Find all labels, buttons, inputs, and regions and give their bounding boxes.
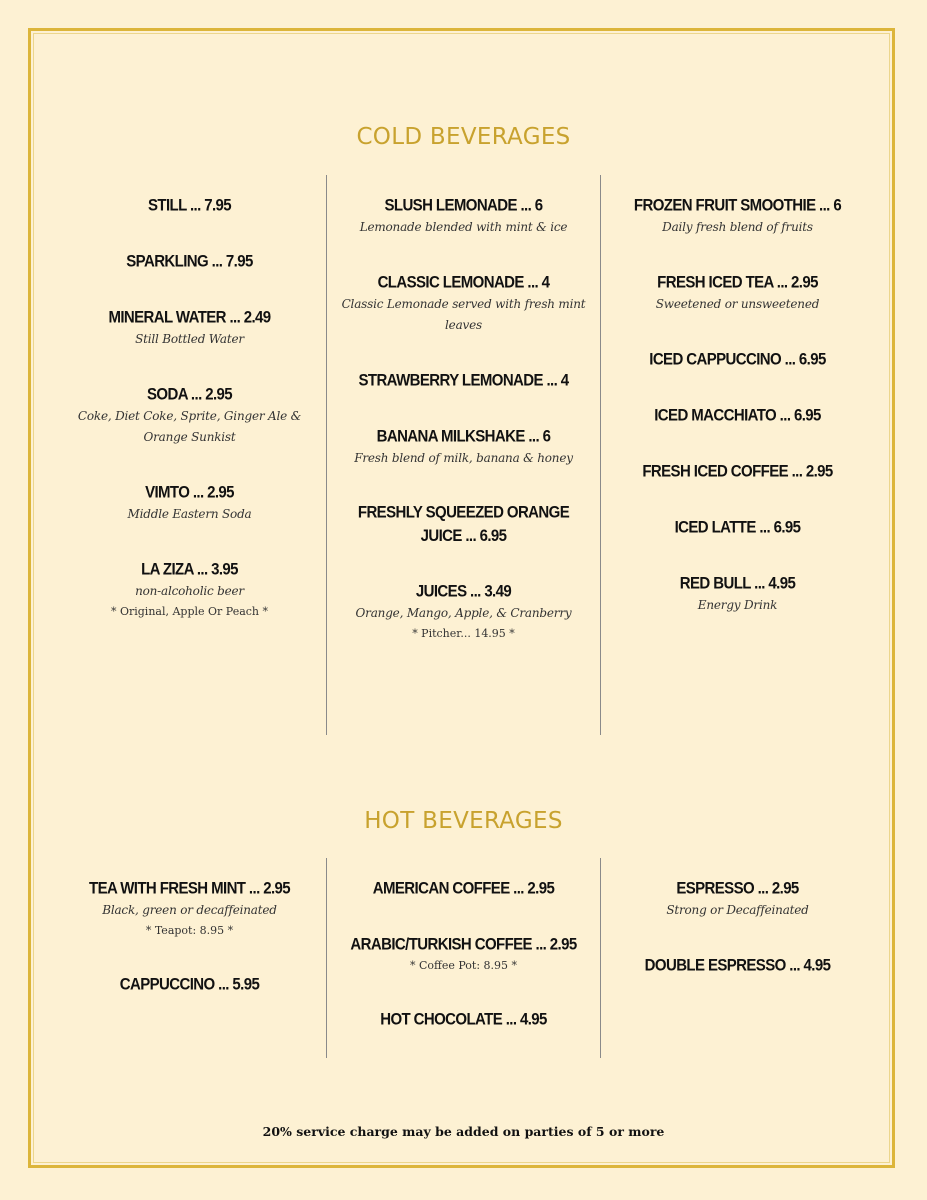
item-name: SODA ... 2.95 <box>146 385 232 404</box>
item-name: ICED LATTE ... 6.95 <box>674 518 801 537</box>
menu-item <box>66 974 313 996</box>
item-name: FRESH ICED TEA ... 2.95 <box>657 273 818 292</box>
item-name: ICED MACCHIATO ... 6.95 <box>654 406 821 425</box>
menu-item <box>66 482 313 525</box>
item-name: JUICES ... 3.49 <box>415 582 512 601</box>
item-description: Fresh blend of milk, banana & honey <box>354 451 573 465</box>
item-name: SLUSH LEMONADE ... 6 <box>384 196 543 215</box>
item-description: Still Bottled Water <box>135 332 244 346</box>
menu-item <box>340 272 587 336</box>
item-note: * Teapot: 8.95 * <box>145 924 234 937</box>
menu-item <box>614 349 861 371</box>
menu-item <box>66 251 313 273</box>
menu-item <box>66 559 313 621</box>
cold-column-3 <box>600 195 875 650</box>
menu-item <box>340 426 587 469</box>
item-description: Classic Lemonade served with fresh mint leaves <box>341 297 586 332</box>
item-description: Strong or Decaffeinated <box>666 903 809 917</box>
menu-item <box>340 934 587 975</box>
menu-item <box>614 195 861 238</box>
item-name: TEA WITH FRESH MINT ... 2.95 <box>89 879 290 898</box>
menu-item <box>340 581 587 643</box>
menu-item <box>614 878 861 921</box>
item-name: RED BULL ... 4.95 <box>679 574 796 593</box>
item-description: non-alcoholic beer <box>135 584 244 598</box>
item-description: Daily fresh blend of fruits <box>662 220 813 234</box>
menu-item <box>614 405 861 427</box>
item-name: HOT CHOCOLATE ... 4.95 <box>380 1010 547 1029</box>
item-description: Sweetened or unsweetened <box>655 297 820 311</box>
item-description: Black, green or decaffeinated <box>102 903 277 917</box>
item-description: Lemonade blended with mint & ice <box>359 220 568 234</box>
menu-item <box>66 878 313 940</box>
item-name: DOUBLE ESPRESSO ... 4.95 <box>644 956 831 975</box>
item-name: ICED CAPPUCCINO ... 6.95 <box>649 350 826 369</box>
item-name: STRAWBERRY LEMONADE ... 4 <box>358 371 569 390</box>
item-name: LA ZIZA ... 3.95 <box>141 560 238 579</box>
menu-item <box>340 195 587 238</box>
cold-column-1 <box>52 195 327 655</box>
item-description: Orange, Mango, Apple, & Cranberry <box>355 606 572 620</box>
item-name: FROZEN FRUIT SMOOTHIE ... 6 <box>633 196 842 215</box>
item-name: ESPRESSO ... 2.95 <box>676 879 799 898</box>
menu-item <box>614 517 861 539</box>
item-note: * Pitcher... 14.95 * <box>412 627 515 640</box>
item-name: CLASSIC LEMONADE ... 4 <box>377 273 550 292</box>
cold-beverages-title: COLD BEVERAGES <box>356 124 571 150</box>
item-name: MINERAL WATER ... 2.49 <box>108 308 271 327</box>
menu-item <box>614 461 861 483</box>
item-name: STILL ... 7.95 <box>147 196 232 215</box>
service-charge-note: 20% service charge may be added on parties of 5 or more <box>262 1124 665 1139</box>
menu-item <box>66 307 313 350</box>
hot-beverages-title: HOT BEVERAGES <box>364 808 563 834</box>
cold-column-2 <box>326 195 601 677</box>
menu-item <box>614 955 861 977</box>
menu-item <box>66 195 313 217</box>
item-name: FRESHLY SQUEEZED ORANGE JUICE ... 6.95 <box>357 503 570 546</box>
menu-item <box>66 384 313 448</box>
hot-column-2 <box>326 878 601 1065</box>
item-description: Energy Drink <box>697 598 778 612</box>
item-description: Middle Eastern Soda <box>127 507 252 521</box>
item-note: * Original, Apple Or Peach * <box>110 605 269 618</box>
menu-item <box>340 878 587 900</box>
menu-item <box>614 573 861 616</box>
item-description: Coke, Diet Coke, Sprite, Ginger Ale & Orange Sunkist <box>77 409 302 444</box>
item-note: * Coffee Pot: 8.95 * <box>409 959 518 972</box>
item-name: AMERICAN COFFEE ... 2.95 <box>372 879 555 898</box>
item-name: BANANA MILKSHAKE ... 6 <box>376 427 551 446</box>
menu-item <box>340 370 587 392</box>
item-name: FRESH ICED COFFEE ... 2.95 <box>642 462 833 481</box>
menu-item <box>614 272 861 315</box>
item-name: SPARKLING ... 7.95 <box>126 252 253 271</box>
hot-column-3 <box>600 878 875 1011</box>
item-name: ARABIC/TURKISH COFFEE ... 2.95 <box>350 935 577 954</box>
item-name: CAPPUCCINO ... 5.95 <box>119 975 260 994</box>
hot-column-1 <box>52 878 327 1030</box>
item-name: VIMTO ... 2.95 <box>145 483 234 502</box>
menu-item <box>340 1009 587 1031</box>
menu-item <box>340 503 587 547</box>
